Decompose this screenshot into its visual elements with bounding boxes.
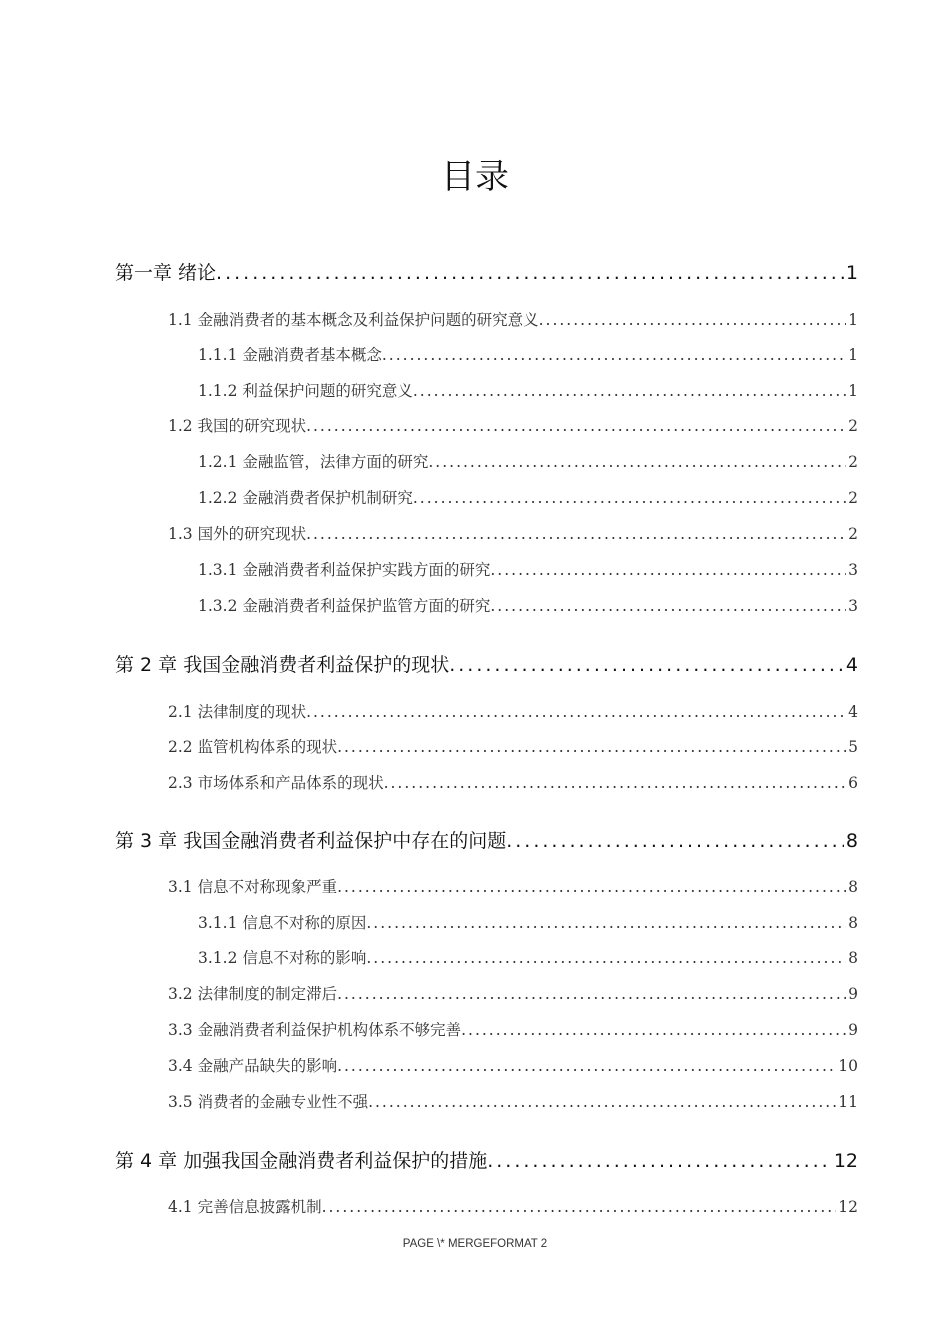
toc-entry-3-4[interactable] [168, 1054, 858, 1076]
leader-dots [366, 914, 846, 932]
toc-entry-text: 第 2 章 我国金融消费者利益保护的现状 [115, 654, 450, 676]
toc-entry-1-1-1[interactable] [198, 343, 858, 365]
toc-entry-text: 3.2 法律制度的制定滞后 [168, 985, 338, 1003]
toc-page-number: 1 [848, 311, 858, 329]
leader-dots [539, 311, 847, 329]
leader-dots [368, 1093, 836, 1111]
leader-dots [306, 417, 846, 435]
leader-dots [413, 382, 846, 400]
toc-entry-chapter-2[interactable] [115, 650, 858, 677]
toc-page-number: 2 [848, 453, 858, 471]
toc-entry-text: 1.2.2 金融消费者保护机制研究 [198, 489, 413, 507]
toc-entry-chapter-3[interactable] [115, 826, 858, 853]
leader-dots [461, 1021, 846, 1039]
toc-entry-text: 2.3 市场体系和产品体系的现状 [168, 774, 384, 792]
leader-dots [428, 453, 846, 471]
leader-dots [337, 1057, 836, 1075]
toc-entry-text: 3.3 金融消费者利益保护机构体系不够完善 [168, 1021, 462, 1039]
toc-page-number: 12 [833, 1150, 858, 1172]
toc-entry-text: 1.3.2 金融消费者利益保护监管方面的研究 [198, 597, 491, 615]
toc-entry-text: 第 4 章 加强我国金融消费者利益保护的措施 [115, 1150, 488, 1172]
toc-page-number: 5 [848, 738, 858, 756]
toc-entry-text: 1.3 国外的研究现状 [168, 525, 307, 543]
toc-entry-1-2[interactable] [168, 414, 858, 436]
leader-dots [306, 703, 846, 721]
toc-page-number: 4 [848, 703, 858, 721]
toc-entry-text: 1.3.1 金融消费者利益保护实践方面的研究 [198, 561, 491, 579]
toc-entry-1-3-2[interactable] [198, 594, 858, 616]
toc-entry-text: 1.1 金融消费者的基本概念及利益保护问题的研究意义 [168, 311, 539, 329]
toc-entry-chapter-4[interactable] [115, 1146, 858, 1173]
toc-page-number: 1 [845, 262, 858, 284]
toc-entry-text: 4.1 完善信息披露机制 [168, 1198, 322, 1216]
toc-page-number: 8 [848, 914, 858, 932]
leader-dots [487, 1150, 832, 1172]
toc-entry-1-2-1[interactable] [198, 450, 858, 472]
toc-page-number: 1 [848, 346, 858, 364]
toc-page-number: 3 [848, 597, 858, 615]
toc-entry-3-1-2[interactable] [198, 946, 858, 968]
leader-dots [337, 985, 846, 1003]
toc-entry-4-1[interactable] [168, 1195, 858, 1217]
toc-entry-1-2-2[interactable] [198, 486, 858, 508]
toc-entry-3-3[interactable] [168, 1018, 858, 1040]
toc-page-number: 6 [848, 774, 858, 792]
toc-entry-3-1-1[interactable] [198, 911, 858, 933]
toc-page-number: 8 [848, 949, 858, 967]
toc-entry-3-2[interactable] [168, 982, 858, 1004]
toc-entry-text: 第 3 章 我国金融消费者利益保护中存在的问题 [115, 830, 507, 852]
toc-entry-text: 3.1.1 信息不对称的原因 [198, 914, 367, 932]
toc-entry-text: 3.4 金融产品缺失的影响 [168, 1057, 338, 1075]
toc-title: 目录 [441, 157, 509, 197]
toc-page-number: 8 [848, 878, 858, 896]
toc-page-number: 11 [838, 1093, 858, 1111]
toc-page-number: 9 [848, 985, 858, 1003]
leader-dots [490, 597, 846, 615]
toc-entry-1-1-2[interactable] [198, 379, 858, 401]
leader-dots [322, 1198, 837, 1216]
toc-entry-3-1[interactable] [168, 875, 858, 897]
toc-entry-text: 3.5 消费者的金融专业性不强 [168, 1093, 369, 1111]
leader-dots [366, 949, 846, 967]
toc-entry-text: 3.1.2 信息不对称的影响 [198, 949, 367, 967]
leader-dots [216, 262, 844, 284]
toc-entry-text: 第一章 绪论 [115, 262, 217, 284]
toc-page-number: 10 [838, 1057, 858, 1075]
leader-dots [490, 561, 846, 579]
toc-entry-text: 1.2.1 金融监管，法律方面的研究 [198, 453, 429, 471]
toc-entry-2-2[interactable] [168, 735, 858, 757]
toc-entry-text: 1.1.2 利益保护问题的研究意义 [198, 382, 413, 400]
toc-entry-1-3-1[interactable] [198, 558, 858, 580]
leader-dots [449, 654, 844, 676]
leader-dots [337, 878, 846, 896]
toc-entry-2-1[interactable] [168, 700, 858, 722]
toc-page-number: 4 [845, 654, 858, 676]
toc-entry-1-3[interactable] [168, 522, 858, 544]
toc-entry-text: 2.2 监管机构体系的现状 [168, 738, 338, 756]
leader-dots [306, 525, 846, 543]
leader-dots [506, 830, 844, 852]
toc-entry-text: 1.1.1 金融消费者基本概念 [198, 346, 382, 364]
page-footer: PAGE \* MERGEFORMAT 2 [402, 1238, 548, 1250]
toc-entry-1-1[interactable] [168, 308, 858, 330]
leader-dots [413, 489, 846, 507]
toc-page-number: 1 [848, 382, 858, 400]
toc-page-number: 12 [838, 1198, 858, 1216]
leader-dots [337, 738, 846, 756]
leader-dots [382, 346, 846, 364]
toc-page-number: 9 [848, 1021, 858, 1039]
toc-page-number: 2 [848, 525, 858, 543]
leader-dots [384, 774, 847, 792]
toc-page-number: 3 [848, 561, 858, 579]
toc-page-number: 2 [848, 417, 858, 435]
toc-page-number: 2 [848, 489, 858, 507]
toc-entry-text: 2.1 法律制度的现状 [168, 703, 307, 721]
toc-entry-2-3[interactable] [168, 771, 858, 793]
toc-entry-text: 3.1 信息不对称现象严重 [168, 878, 338, 896]
toc-entry-3-5[interactable] [168, 1090, 858, 1112]
toc-entry-text: 1.2 我国的研究现状 [168, 417, 307, 435]
toc-page-number: 8 [845, 830, 858, 852]
toc-entry-chapter-1[interactable] [115, 258, 858, 285]
